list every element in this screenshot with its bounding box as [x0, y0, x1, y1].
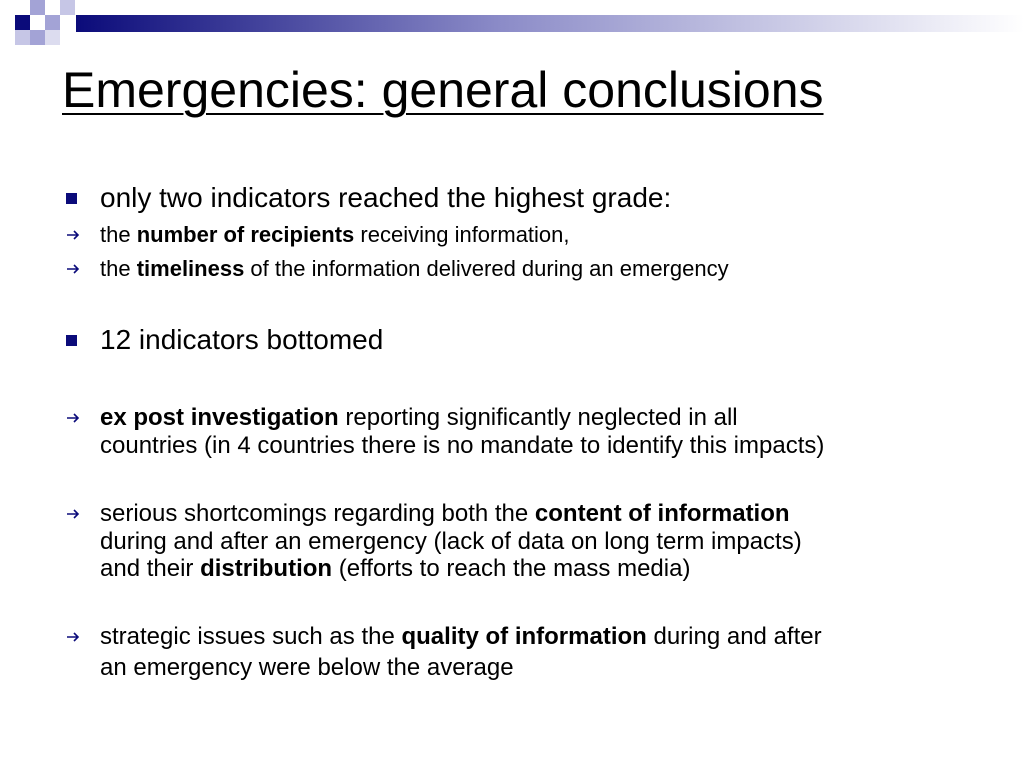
sub-bullet-text: the timeliness of the information delivered during an emergency	[100, 256, 729, 281]
sub-bullet-text: strategic issues such as the quality of information during and after	[100, 623, 822, 650]
emphasis: distribution	[200, 555, 333, 582]
sub-bullet-text: serious shortcomings regarding both the content of information	[100, 500, 790, 527]
bullet-text: 12 indicators bottomed	[100, 324, 384, 355]
deco-square-light	[45, 30, 60, 45]
emphasis: quality of information	[401, 623, 647, 650]
deco-square-light	[30, 0, 45, 15]
sub-bullet-text: during and after an emergency (lack of data on long term impacts)	[100, 528, 802, 555]
deco-square-light	[15, 30, 30, 45]
arrow-bullet-icon	[66, 412, 80, 424]
arrow-bullet-icon	[66, 229, 80, 241]
square-bullet-icon	[66, 335, 77, 346]
bullet-text: only two indicators reached the highest grade:	[100, 182, 672, 213]
arrow-bullet-icon	[66, 631, 80, 643]
arrow-bullet-icon	[66, 263, 80, 275]
sub-bullet-text: countries (in 4 countries there is no mandate to identify this impacts)	[100, 432, 825, 459]
sub-bullet-text: an emergency were below the average	[100, 654, 514, 681]
sub-bullet-text: and their distribution (efforts to reach the mass media)	[100, 555, 691, 582]
emphasis: content of information	[534, 500, 790, 527]
slide-title: Emergencies: general conclusions	[62, 62, 824, 118]
deco-square-navy	[15, 15, 30, 30]
title-decoration	[0, 0, 1024, 64]
deco-square-light	[45, 15, 60, 30]
deco-square-light	[30, 30, 45, 45]
header-gradient-bar	[76, 15, 1024, 32]
emphasis: ex post investigation	[100, 404, 339, 431]
sub-bullet-text: ex post investigation reporting significantly neglected in all	[100, 404, 738, 431]
emphasis: timeliness	[136, 256, 245, 281]
sub-bullet-text: the number of recipients receiving information,	[100, 222, 570, 247]
arrow-bullet-icon	[66, 508, 80, 520]
emphasis: number of recipients	[136, 222, 355, 247]
deco-square-light	[60, 0, 75, 15]
square-bullet-icon	[66, 193, 77, 204]
